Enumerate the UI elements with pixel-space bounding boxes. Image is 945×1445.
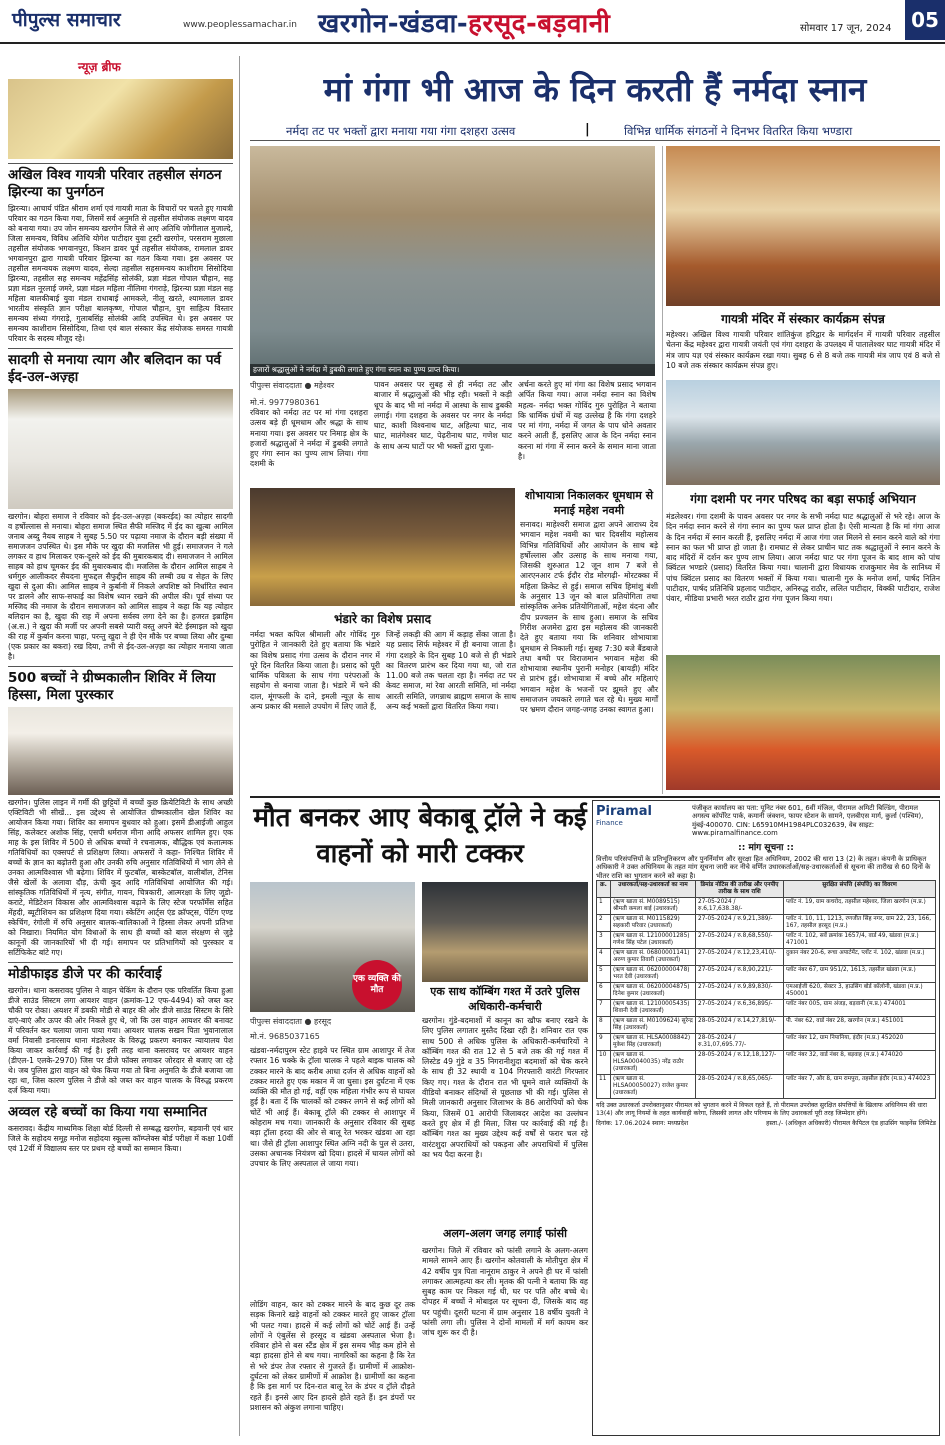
notice-table-row <box>597 1051 936 1075</box>
notice-table-row <box>597 1075 936 1099</box>
notice-cell-no: 1 <box>597 898 611 915</box>
notice-table-row <box>597 915 936 932</box>
gayatri-ritual-photo <box>666 146 940 306</box>
top-story-byline-box <box>250 380 368 408</box>
notice-cell-name: (ऋण खाता सं. 06200004875) दिनेश कुमार (उधारकर्ता) <box>611 983 696 1000</box>
left-column <box>8 56 240 1436</box>
combing-headline: एक साथ कॉम्बिंग गश्त में उतरे पुलिस अधिकारी-कर्मचारी <box>430 985 580 1013</box>
story4-body: खरगोन। थाना कसरावद पुलिस ने वाहन चेकिंग के दौरान एक परिवर्तित किया हुआ डीजे साउंड सिस्टम लगा आयशर वाहन (क्रमांक-12 एफ-4494) को जब्त कर चौकी पर रोका। अयशर में डबकी मोडी से बाहर की ओर डीजे साउंड सिस्टम के सिरे दाएं-बाएं और ऊपर की ओर निकले हुए थे, जो कि उस वाहन आयशर की बनावट में परिवर्तन कर चलाया जाना पाया गया। आयशर चालक सखन पिता भुवानालाल वर्मा निवासी डनारसाय थाना मंडलेश्वर के विरुद्ध प्रकरण बनाकर न्यायालय पेश किया जाकर कार्रवाई की गई है। इसी तरह थाना कसरावद पर आयशर वाहन (डीएल-1 एलके-2970) जिस पर डीजे फॉक्स लगाकर जोरदार से बजाए जा रहे थे। जब पुलिस द्वारा वाहन को चेक किया गया तो बिना अनुमति के डीजे बजाया जा रहा था, जिस कारण पुलिस ने डीजे को जब्त कर वाहन चालक के विरुद्ध प्रकरण दर्ज किया गया। <box>8 986 233 1095</box>
notice-cell-property: प्लॉट नंबर 005, ग्राम अंजड़, बड़वानी (म.प्र.) 474001 <box>784 1000 936 1017</box>
issue-date: सोमवार 17 जून, 2024 <box>800 23 892 34</box>
accident-headline: मौत बनकर आए बेकाबू ट्रॉले ने कई वाहनों को मारी टक्कर <box>253 803 587 869</box>
notice-table-row <box>597 949 936 966</box>
combing-body: खरगोन। गुंडे-बदमाशों में कानून का खौफ बनाए रखने के लिए पुलिस लगातार मुस्तैद दिखा रही है। शनिवार रात एक साथ 500 से अधिक पुलिस के अधिकारी-कर्मचारियों ने कॉम्बिंग गश्त की रात 12 से 5 बजे तक की गई गश्त में लिस्टेड 49 गुंडे व 35 निगरानीशुदा बदमाशों को चेक करने के साथ ही 32 स्थायी व 104 गिरफ्तारी वारंटी गिरफ्तार किए गए। गश्त के दौरान रात भी घूमने वाले व्यक्तियों के वीडियो बनाकर संदिग्धों से पूछताछ भी की गई। पुलिस से मिली जानकारी अनुसार जिलाभर के 86 आरोपियों को चेक किया, जिसमें 01 आरोपी जिलाबदर आदेश का उल्लंघन करते हुए क्षेत्र में ही मिला, जिस पर कार्रवाई की गई है। कॉम्बिंग गश्त का मुख्य उद्देश्य कई वर्षों से फरार चल रहे वारंटशुदा अपराधियों को पकड़ना और अपराधियों में पुलिस का भय पैदा करना है। <box>422 1016 588 1159</box>
notice-cell-no: 6 <box>597 983 611 1000</box>
byline-mobile: मो.नं. 9977980361 <box>250 398 320 407</box>
page-number: 05 <box>905 0 945 40</box>
gayatri-headline: गायत्री मंदिर में संस्कार कार्यक्रम संपन्न <box>721 312 885 326</box>
brand-logo: पीपुल्स समाचार <box>12 9 121 31</box>
suicide-body: खरगोन। जिले में रविवार को फांसी लगाने के अलग-अलग मामले सामने आए हैं। खरगोन कोतवाली के मोतीपुरा क्षेत्र में 42 वर्षीय पुत्र पिता नानूराम ठाकुर ने अपने ही घर में फांसी लगाकर आत्महत्या कर ली। मृतक की पत्नी ने बताया कि वह सुबह काम पर निकल गई थी, घर पर पति और बच्चे थे। दोपहर में बच्चों ने मोबाइल पर सूचना दी, जिसके बाद वह घर पहुंची। दूसरी घटना में ग्राम अनुसार 18 वर्षीय युवती ने फांसी लगा ली। पुलिस ने दोनों मामलों में मर्ग कायम कर जांच शुरू कर दी है। <box>422 1246 588 1338</box>
notice-cell-amount: 27-05-2024 / रु.8,90,221/- <box>696 966 784 983</box>
notice-table-row <box>597 898 936 915</box>
notice-cell-property: प्लॉट नंबर 7, और 8, ग्राम रामपुरा, तहसील इंदौर (म.प्र.) 474023 <box>784 1075 936 1099</box>
notice-footer: यदि उक्त उधारकर्ता उपरोक्तानुसार पीरामल को भुगतान करने में विफल रहते हैं, तो पीरामल उपरोक्त सुरक्षित संपत्तियों के खिलाफ अधिनियम की धारा 13(4) और लागू नियमों के तहत कार्यवाही करेगा, जिसकी लागत और परिणाम के लिए उधारकर्ता पूरी तरह जिम्मेदार होंगे। <box>596 1102 927 1117</box>
notice-place-date: दिनांक: 17.06.2024 स्थान: मध्यप्रदेश <box>596 1120 689 1128</box>
notice-cell-name: (ऋण खाता सं. HLSA00040035) नरेंद्र राठौर (उधारकर्ता) <box>611 1051 696 1075</box>
notice-table-row <box>597 966 936 983</box>
piramal-demand-notice <box>592 800 940 1436</box>
col-header: सुरक्षित संपत्ति (संपत्ति) का विवरण <box>784 881 936 898</box>
story1-body: झिरन्या। आचार्य पंडित श्रीराम शर्मा एवं गायत्री माता के विचारों पर चलते हुए गायत्री परिवार का गठन किया गया, जिसमें सर्व अनुमति से तहसील संयोजक लक्ष्मण यादव को बनाया गया। उप जोन समन्वय खरगोन जिले से आए अतिथि जोगीलाल मुजाल्दे, जिला समन्वय, विविध अतिथि योगेश पाटीदार युवा ट्रस्टी खरगोन, परसराम मुछाला तहसील संयोजक भगवानपुरा, किशन डावर पूर्व तहसील संयोजक, रामलाल डावर भगवानपुरा द्वारा गायत्री परिवार झिरन्या का गठन किया गया। इस अवसर पर तहसील समन्वयक लक्ष्मण यादव, सेल्दा तहसील सहसमन्वय काशीराम सिसोदिया झिरन्या, तहसील सह समन्वय महेंद्रसिंह सोलंकी, प्रज्ञा मंडल गोपाल चौहान, सह प्रज्ञा मंडल नूरलाई जमरे, प्रज्ञा मंडल महिला नीलिमा गंगराड़े, झिरन्या प्रज्ञा मंडल सह महिला बालकीबाई युवा मंडल राधाबाई आमकले, नीलू खरते, श्यामलाल डावर भारतीय संस्कृति ज्ञान परीक्षा बालकृष्ण, गोपाल चौहान, युग साहित्य विस्तार समन्वय संध्या गंगराड़े, गुलाबसिंह सोलंकी आदि उपस्थित थे। इस अवसर पर समन्वय काशीराम सिसोदिया, तिथा एवं बाल संस्कार केंद्र संयोजक समस्त गायत्री परिवार के सदस्य मौजूद रहे। <box>8 204 233 343</box>
suicide-headline: अलग-अलग जगह लगाई फांसी <box>443 1227 567 1240</box>
news-brief-label: न्यूज़ ब्रीफ <box>78 60 121 74</box>
notice-cell-amount: 27-05-2024 / रु.9,89,830/- <box>696 983 784 1000</box>
cleanliness-body: मंडलेश्वर। गंगा दशमी के पावन अवसर पर नगर के सभी नर्मदा घाट श्रद्धालुओं से भरे रहे। आज के दिन नर्मदा स्नान करने से गंगा स्नान का पुण्य फल प्राप्त होता है। ऐसी मान्यता है कि मां गंगा आज के दिन नर्मदा में स्नान करती हैं, इसलिए नर्मदा में आज गंगा जल मिलने से स्नान करने वाले को गंगा स्नान का फल भी प्राप्त हो जाता है। रामघाट से लेकर प्राचीन घाट तक श्रद्धालुओं ने स्नान करने के बाद मंदिरों में दर्शन कर पुण्य लाभ लिया। आज नर्मदा घाट पर गंगा पूजन के बाद शाम को पांच क्विंटल भण्डारे (प्रसाद) वितरित किया गया। चालानी द्वारा विधायक राजकुमार मेव के सानिध्य में पांच क्विंटल प्रसाद का वितरण भक्तों में किया गया। चालानी गुरु के मनोज शर्मा, पार्षद नितिन पाटीदार, पार्षद प्रतिनिधि प्रहलाद पाटीदार, अनिरुद्ध राठौर, ललित पाटीदार, विक्की पाटीदार, राजेश पंवार, मीडिया प्रभारी भरत राठौर द्वारा गंगा पूजन किया गया। <box>666 512 940 604</box>
notice-cell-no: 7 <box>597 1000 611 1017</box>
cleanliness-headline: गंगा दशमी पर नगर परिषद का बड़ा सफाई अभियान <box>690 492 916 506</box>
story3-headline: 500 बच्चों ने ग्रीष्मकालीन शिविर में लिया हिस्सा, मिला पुरस्कार <box>8 666 233 704</box>
celebration-dance-photo <box>666 655 940 790</box>
story3-body: खरगोन। पुलिस लाइन में गर्मी की छुट्टियों में बच्चों कुछ क्रियेटिविटी के साथ अच्छी एक्टिविटी भी सीखें... इस उद्देश्य से आयोजित ग्रीष्मकालीन खेल शिविर का आयोजन किया गया। शिविर का समापन बुधवार को हुआ। इसमें डीआईजी आहुल सिंह, कलेक्टर अशोक सिंह, एसपी धर्मराज मीना आदि अफसर शामिल हुए। एक माह के इस शिविर में 500 से अधिक बच्चों ने रचनात्मक, बौद्धिक एवं कलात्मक गतिविधियों का एक्सपर्ट से प्रशिक्षण लिया। अफसरों ने कहा- निश्चित शिविर में बच्चों के ज्ञान का बढ़ोतरी हुआ और उनकी रुचि अनुसार गतिविधियों में भाग लेने से उनका आत्मविश्वास भी बढ़ेगा। शिविर में फुटबॉल, बास्केटबॉल, वालीबॉल, टेनिस जैसे खेलों के अलावा दौड़, ऊंची कूद आदि गतिविधियां आयोजित की गई। सांस्कृतिक गतिविधियों में नृत्य, संगीत, गायन, चित्रकारी, आत्मरक्षा के लिए जूडो-कराटे, मेडिटेशन विकास और आत्मविश्वास बढ़ाने के लिए स्टेज परफॉर्मेंस सहित मेंहदी, ब्यूटीशियन का प्रशिक्षण दिया गया। स्केटिंग आर्ट्स एंड क्रॉफ्ट्स, पेंटिंग एण्ड स्केचिंग, रंगोली में रुचि अनुसार बालक-बालिकाओं ने हिस्सा लेकर अपनी प्रतिभा को निखारा। नियमित योग विधाओं के साथ ही बच्चों को बाल संरक्षण से जुड़े कानूनों की जानकारियों भी दी गई। समापन पर प्रतिभागियों को पुरस्कार व सर्टिफिकेट बांटे गए। <box>8 798 233 957</box>
story2-body: खरगोन। बोहरा समाज ने रविवार को ईद-उल-अज़्हा (बकरईद) का त्योहार सादगी व हर्षोल्लास से मनाया। बोहरा समाज स्थित सैफी मस्जिद में ईद का खुत्बा आमिल जनाब अब्दु नैयब साहब ने सुबह 5.50 पर पढ़ाया नमाज के दौरान बड़ी संख्या में समाजजन उपस्थित थे। इस मौके पर खुदा की मजलिस भी हुई। समाजजन ने गले लगकर व हाथ मिलाकर एक-दूसरे को ईद की मुबारकबाद दी। समाजजन ने आमिल साहब को हाथ चूमकर ईद की मुबारकबाद दी। मजलिस के दौरान आमिल साहब ने धर्मगुरु आलीकदर सैयदना मुफद्दल सैफुद्दीन साहब की लम्बी उम्र व सेहत के लिए खुदा से दुआ की। आमिल साहब ने कुर्बानी में निकले अपशिष्ट को निर्धारित स्थान पर डालने और साफ-सफाई का विशेष ध्यान रखने की अपील की। पूर्व संध्या पर मस्जिद की नमाज के दौरान समाजजन को आमिल साहब ने कहा कि यह त्योहार बलिदान का है, खुदा की राह में अपना सर्वस्व लगा देने का है। हजरत इब्राहिम (अ.स.) ने खुदा की मर्जी पर अपनी सबसे प्यारी वस्तु अपने बेटे ईस्माइल को खुदा की राह में कुर्बान करना चाहा, परन्तु खुदा ने ही ऐन मौके पर बच्चा लिया और दुम्बा (एक प्रकार का बकरा) रख दिया, तभी से ईद-उल-अज़्हा का त्योहार मनाया जाता है। <box>8 512 233 661</box>
accident-byline: पीपुल्स संवाददाता ● हरसूद <box>250 1017 332 1026</box>
col-header: डिमांड नोटिस की तारीख और एनपीए तारीख के साथ राशि <box>696 881 784 898</box>
photo-caption: हजारों श्रद्धालुओं ने नर्मदा में डुबकी लगाते हुए गंगा स्नान का पुण्य प्राप्त किया। <box>250 364 655 376</box>
eid-prayer-photo <box>8 389 233 509</box>
accident-col1: खंडवा-नर्मदापुरम स्टेट हाइवे पर स्थित ग्राम आशापुर में तेज रफ्तार 16 चक्के के ट्रॉला चालक ने पहले बाइक चालक को टक्कर मारने के बाद करीब आधा दर्जन से अधिक वाहनों को टक्कर मारते हुए एक मकान में जा घुसा। इस दुर्घटना में एक व्यक्ति की मौत हो गई, वहीं एक महिला गंभीर रूप से घायल हुई है। बता दें कि चालकों को टक्कर लगने से कई लोगों को चोटें भी आई हैं। बेकाबू ट्रॉले की टक्कर से आशापुर में कोहराम मच गया। जानकारी के अनुसार रविवार की सुबह बड़ा ट्रॉला हरदा की ओर से बालू रेत भरकर खंडवा आ रहा था। जैसे ही ट्रॉला आशापुर स्थित अग्नि नदी के पुल से उतरा, उसका अचानक नियंत्रण खो दिया। हादसे में घायल लोगों को उपचार के लिए अस्पताल ले जाया गया। <box>250 1046 415 1169</box>
bhandara-col1: नर्मदा भक्त कपिल श्रीमाली और गोविंद गुरु पुरोहित ने जानकारी देते हुए बताया कि भंडारे का विशेष प्रसाद गंगा उत्सव के दौरान नगर में पूरे दिन वितरित किया जाता है। प्रसाद को पूरी धार्मिक पवित्रता के साथ गंगा परंपराओं के सहयोग से बनाया जाता है। भंडारे में चने की दाल, मूंगफली के दाने, इमली न्यूज़ के साथ अन्य प्रकार की मसाले उपयोग में लिए जाते हैं, <box>250 630 380 712</box>
notice-cell-name: (ऋण खाता सं. 12100005435) शिवानी देवी (उधारकर्ता) <box>611 1000 696 1017</box>
accident-col2: लोडिंग वाहन, कार को टक्कर मारने के बाद कुछ दूर तक सड़क किनारे खड़े वाहनों को टक्कर मारते हुए जाकर ट्रॉला भी पलट गया। हादसे में कई लोगों को चोटें आई हैं। उन्हें लोगों ने एंबुलेंस से हरसूद व खंडवा अस्पताल भेजा है। रविवार होने से बस स्टैंड क्षेत्र में इस समय भीड़ कम होने से बड़ा हादसा होने से बच गया। नागरिकों का कहना है कि रेत से भरे डंपर तेज रफ्तार से गुजरते हैं। ग्रामीणों में आक्रोश-दुर्घटना को लेकर ग्रामीणों में आक्रोश है। ग्रामीणों का कहना है कि इस मार्ग पर दिन-रात बालू रेत के डंपर व ट्रॉले दौड़ते रहते हैं। इनसे आए दिन हादसे होते रहते हैं। इन डंपरों पर प्रशासन को अंकुश लगाना चाहिए। <box>250 1300 415 1412</box>
notice-cell-property: पी. नंबर 62, वार्ड नंबर 28, खरगोन (म.प्र.) 451001 <box>784 1017 936 1034</box>
notice-table-row <box>597 1000 936 1017</box>
notice-cell-no: 3 <box>597 932 611 949</box>
notice-cell-name: (ऋण खाता सं. HLSA0008842) मुकेश सिंह (उधारकर्ता) <box>611 1034 696 1051</box>
notice-cell-amount: 27-05-2024 / रु.8,68,550/- <box>696 932 784 949</box>
section-title: खरगोन-खंडवा-हरसूद-बड़वानी <box>318 9 611 39</box>
notice-cell-property: प्लॉट नंबर 32, वार्ड नंबर 8, बड़वाह (म.प्र.) 474020 <box>784 1051 936 1075</box>
notice-cell-name: (ऋण खाता सं. M0109624) सुरेन्द्र सिंह (उधारकर्ता) <box>611 1017 696 1034</box>
notice-cell-name: (ऋण खाता सं. M0115829) सहकारी परिवार (उधारकर्ता) <box>611 915 696 932</box>
notice-cell-property: प्लॉट नंबर 12, ग्राम निपानिया, इंदौर (म.प्र.) 452020 <box>784 1034 936 1051</box>
story1-headline: अखिल विश्व गायत्री परिवार तहसील संगठन झिरन्या का पुनर्गठन <box>8 163 233 201</box>
notice-signature: हस्ता./- (अधिकृत अधिकारी) पीरामल कैपिटल एंड हाउसिंग फाइनेंस लिमिटेड <box>766 1120 936 1128</box>
notice-cell-property: प्लॉट नंबर 67, ग्राम 951/2, 1613, तहसील खंडवा (म.प्र.) <box>784 966 936 983</box>
bhandara-cooking-photo <box>250 488 515 606</box>
notice-cell-name: (ऋण खाता सं. 12100001285) गणेश सिंह पटेल (उधारकर्ता) <box>611 932 696 949</box>
notice-cell-property: प्लॉट नं. 102, सर्वे क्रमांक 1657/4, वार्ड 49, खंडवा (म.प्र.) 471001 <box>784 932 936 949</box>
ghat-cleanliness-photo <box>666 380 940 485</box>
website-url[interactable]: www.peoplessamachar.in <box>183 20 297 30</box>
top-story-subhead-right: विभिन्न धार्मिक संगठनों ने दिनभर वितरित किया भण्डारा <box>624 124 853 138</box>
accident-mobile: मो.नं. 9685037165 <box>250 1032 320 1041</box>
notice-table-header <box>597 881 936 898</box>
notice-cell-name: (ऋण खाता सं. M0089515) श्रीमती कमला बाई (उधारकर्ता) <box>611 898 696 915</box>
col-header: क्र. <box>597 881 611 898</box>
notice-cell-name: (ऋण खाता सं. 06800001141) अरुण कुमार तिवारी (उधारकर्ता) <box>611 949 696 966</box>
subhead-separator: | <box>585 122 590 137</box>
notice-table-row <box>597 1017 936 1034</box>
divider <box>250 140 940 141</box>
notice-cell-amount: 28-05-2024 / रु.14,27,819/- <box>696 1017 784 1034</box>
column-rule <box>662 146 663 794</box>
notice-cell-amount: 27-05-2024 / रु.9,21,389/- <box>696 915 784 932</box>
bhandara-caption: भंडारे का विशेष प्रसाद <box>333 612 432 626</box>
notice-cell-no: 11 <box>597 1075 611 1099</box>
notice-cell-amount: 28-05-2024 / रु.8,65,065/- <box>696 1075 784 1099</box>
combing-police-photo <box>422 882 588 982</box>
shobhayatra-body: सनावद। माहेश्वरी समाज द्वारा अपने आराध्य देव भगवान महेश नवमी का चार दिवसीय महोत्सव विभिन्न गतिविधियों और आयोजन के साथ बड़े हर्षोल्लास और उत्साह के साथ मनाया गया, जिसकी शुरुआत 12 जून शाम 7 बजे से आरएनआर टर्फ ईदौर रोड मोरगढ़ी- मोरटक्का में महिला क्रिकेट से हुई। समाज सचिव हिमांशु बंशी के अनुसार 13 जून को बाल प्रतियोगिता तथा सांस्कृतिक अनेक प्रतियोगिताओं, महेश वंदना और दीप प्रज्वलन के साथ हुआ। समाज के सचिव गिरीश अजमेरा द्वारा इस महोत्सव की जानकारी देते हुए बताया गया कि शनिवार शोभायात्रा धूमधाम से निकाली गई। सुबह 7:30 बजे बैंडबाजे तथा बग्घी पर विराजमान भगवान महेश की शोभायात्रा स्थानीय पुरानी मनोहर (बायड़ी) मंदिर से प्रारंभ हुई। शोभायात्रा में बच्चे और महिलाएं भगवान महेश के भजनों पर झूमते हुए और समाजजन जयकारे लगाते चल रहे थे। मुख्य मार्गों पर भ्रमण दौरान जगह-जगह उनका स्वागत हुआ। <box>520 520 658 715</box>
narmada-ghat-photo <box>250 146 655 376</box>
notice-table-row <box>597 1034 936 1051</box>
notice-cell-no: 10 <box>597 1051 611 1075</box>
notice-cell-property: दुकान नंबर 20-6, रूचा अपार्टमेंट, प्लॉट नं. 102, खंडवा (म.प्र.) <box>784 949 936 966</box>
notice-cell-property: प्लॉट नं. 19, ग्राम कचरोद, तहसील महेश्वर, जिला खरगोन (म.प्र.) <box>784 898 936 915</box>
notice-cell-amount: 27-05-2024 / रु.6,36,895/- <box>696 1000 784 1017</box>
notice-cell-name: (ऋण खाता सं. HLSA00050027) राजेश कुमार (उधारकर्ता) <box>611 1075 696 1099</box>
notice-cell-amount: 27-05-2024 / रु.12,23,410/- <box>696 949 784 966</box>
notice-table-row <box>597 983 936 1000</box>
notice-table <box>596 880 936 1099</box>
notice-cell-amount: 28-05-2024 / रु.31,07,695.77/- <box>696 1034 784 1051</box>
shobhayatra-headline: शोभायात्रा निकालकर धूमधाम से मनाई महेश नवमी <box>524 489 654 517</box>
bhandara-col2: जिन्हें लकड़ी की आग में कड़ाह सेंका जाता है। यह प्रसाद सिर्फ महेश्वर में ही बनाया जाता है। गंगा दशहरे के दिन सुबह 10 बजे से ही भंडारे का वितरण प्रारंभ कर दिया गया था, जो रात 11.00 बजे तक चलता रहा है। नर्मदा तट पर केवट समाज, मां रेवा आरती समिति, मां नर्मदा आरती समिति, जगन्नाथ ब्राह्मण समाज के साथ अन्य कई भक्तों द्वारा वितरित किया गया। <box>386 630 516 712</box>
notice-cell-no: 5 <box>597 966 611 983</box>
top-story-headline: मां गंगा भी आज के दिन करती हैं नर्मदा स्नान <box>323 70 867 109</box>
notice-sign-block <box>596 1120 936 1128</box>
notice-cell-name: (ऋण खाता सं. 06200000478) भरत देवी (उधारकर्ता) <box>611 966 696 983</box>
masthead <box>0 0 945 44</box>
notice-cell-no: 8 <box>597 1017 611 1034</box>
accident-byline-box <box>250 1016 415 1042</box>
section-divider <box>250 796 940 798</box>
story4-headline: मोडीफाइड डीजे पर की कार्रवाई <box>8 962 233 983</box>
notice-cell-property: प्लॉट नं. 10, 11, 1213, रणजीत सिंह नगर, ग्राम 22, 23, 166, 167, तहसील हरसूद (म.प्र.) <box>784 915 936 932</box>
top-story-col3: अर्चना करते हुए मां गंगा का विशेष प्रसाद भगवान अर्पित किया गया। आज नर्मदा स्नान का विशेष महत्व- नर्मदा भक्त गोविंद गुरु पुरोहित ने बताया कि धार्मिक ग्रंथों में यह उल्लेख है कि गंगा दशहरे पर मां गंगा, नर्मदा में जगत के पाप धोने अवतार करने आती हैं, इसलिए आज के दिन नर्मदा स्नान करना मां गंगा में स्नान करने के समान माना जाता है। <box>518 380 656 462</box>
summer-camp-photo <box>8 707 233 795</box>
notice-cell-no: 9 <box>597 1034 611 1051</box>
notice-cell-no: 4 <box>597 949 611 966</box>
gayatri-body: महेश्वर। अखिल विश्व गायत्री परिवार शांतिकुंज हरिद्वार के मार्गदर्शन में गायत्री परिवार तहसील चेतना केंद्र महेश्वर द्वारा गायत्री जयंती एवं गंगा दशहरा के उपलक्ष्य में पातालेश्वर घाट गायत्री मंदिर में मंत्र जाप यज्ञ एवं संस्कार कार्यक्रम रखा गया। सुबह 6 से 8 बजे तक गायत्री मंत्र जाप एवं 8 बजे से 10 बजे तक संस्कार कार्यक्रम संपन्न हुए। <box>666 330 940 370</box>
notice-header: पंजीकृत कार्यालय का पता: यूनिट नंबर 601, 6वीं मंजिल, पीरामल अमिटी बिल्डिंग, पीरामल अगस्त्य कॉर्पोरेट पार्क, कमानी जंक्शन, फायर स्टेशन के सामने, एलबीएस मार्ग, कुर्ला (पश्चिम), मुंबई-400070. CIN: L65910MH1984PLC032639, वेब साइट: www.piramalfinance.com <box>692 804 924 837</box>
byline: पीपुल्स संवाददाता ● महेश्वर <box>250 381 335 390</box>
piramal-brand: Piramal <box>596 804 652 819</box>
piramal-logo <box>596 804 686 827</box>
col-header: उधारकर्ता/सह-उधारकर्ता का नाम <box>611 881 696 898</box>
top-story-subhead-left: नर्मदा तट पर भक्तों द्वारा मनाया गया गंगा दशहरा उत्सव <box>286 124 516 138</box>
top-story-col1: रविवार को नर्मदा तट पर मां गंगा दशहरा उत्सव बड़े ही धूमधाम और श्रद्धा के साथ मनाया गया। इस अवसर पर निमाड़ क्षेत्र के हजारों श्रद्धालुओं ने नर्मदा में डुबकी लगाते हुए गंगा स्नान का पुण्य लाभ लिया। गंगा दशमी के <box>250 408 368 469</box>
top-story-col2: पावन अवसर पर सुबह से ही नर्मदा तट और बाजार में श्रद्धालुओं की भीड़ रही। भक्तों ने कड़ी धूप के बाद भी मां नर्मदा में आस्था के साथ डुबकी लगाई। गंगा दशहरा के अवसर पर नगर के नर्मदा घाट, काशी विश्वनाथ घाट, अहिल्या घाट, नाव घाट, मातंगेश्वर घाट, पेढ़रीनाथ घाट, गणेश घाट के साथ अन्य घाटों पर भी भक्तों द्वारा पूजा- <box>374 380 512 451</box>
gayatri-group-photo <box>8 79 233 159</box>
notice-table-row <box>597 932 936 949</box>
story5-body: कसरावद। केंद्रीय माध्यमिक शिक्षा बोर्ड दिल्ली से सम्बद्ध खरगोन, बड़वानी एवं धार जिले के सहोदय समूह मनोज सहोदया स्कूल्स कॉम्प्लेक्स बोर्ड परीक्षा में कक्षा 10वीं एवं 12वीं में विद्यालय स्तर पर प्रथम रहे बच्चों का सम्मान किया। <box>8 1124 233 1153</box>
notice-cell-amount: 27-05-2024 / रु.6,17,638.38/- <box>696 898 784 915</box>
story2-headline: सादगी से मनाया त्याग और बलिदान का पर्व ईद-उल-अज़्हा <box>8 348 233 386</box>
death-stamp: एक व्यक्ति की मौत <box>352 960 402 1010</box>
piramal-brand-sub: Finance <box>596 819 623 827</box>
notice-cell-property: एमआईजी 620, सेक्टर 3, हाउसिंग बोर्ड कॉलोनी, खंडवा (म.प्र.) 450001 <box>784 983 936 1000</box>
notice-cell-amount: 28-05-2024 / रु.12,18,127/- <box>696 1051 784 1075</box>
notice-cell-no: 2 <box>597 915 611 932</box>
story5-headline: अव्वल रहे बच्चों का किया गया सम्मानित <box>8 1100 233 1121</box>
notice-title: :: मांग सूचना :: <box>738 843 794 854</box>
notice-intro: वित्तीय परिसंपत्तियों के प्रतिभूतिकरण और पुनर्निर्माण और सुरक्षा हित अधिनियम, 2002 की धारा 13 (2) के तहत। कंपनी के प्राधिकृत अधिकारी ने उक्त अधिनियम के तहत मांग सूचना जारी कर नीचे वर्णित उधारकर्ताओं/सह-उधारकर्ताओं से सूचना की तारीख से 60 दिनों के भीतर राशि का भुगतान करने को कहा है। <box>596 855 931 880</box>
